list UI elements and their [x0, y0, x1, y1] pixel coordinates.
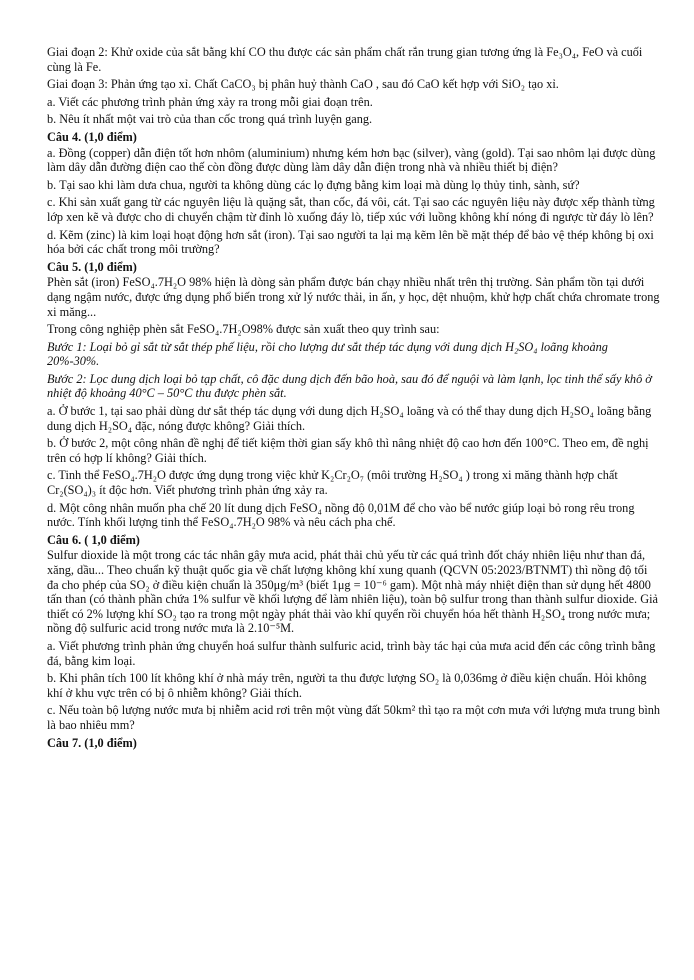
question-4c: c. Khi sản xuất gang từ các nguyên liệu là quặng sắt, than cốc, đá vôi, cát. Tại sao các nguyên liệu này được xếp thành từng lớp xen kẽ và được cho di chuyển chậm từ đỉnh lò xuống đáy lò, tiếp xúc với luồng không khí nóng đi ngược từ đáy lò lên?: [47, 195, 655, 224]
question-5d: d. Một công nhân muốn pha chế 20 lít dung dịch FeSO₄ nồng độ 0,01M để cho vào bể nước giúp loại bỏ rong rêu trong nước. Tính khối lượng tinh thể FeSO₄.7H₂O 98% và nêu cách pha chế.: [47, 500, 635, 530]
stage-2-paragraph: Giai đoạn 2: Khử oxide của sắt bằng khí CO thu được các sản phẩm chất rắn trung gian tương ứng là Fe₃O₄, FeO và cuối cùng là Fe.: [47, 45, 643, 74]
question-5c: c. Tinh thể FeSO₄.7H₂O được ứng dụng trong việc khử K₂Cr₂O₇ (môi trường H₂SO₄ ) trong xi măng thành hợp chất Cr₂(SO₄)₃ ít độc hơn. Viết phương trình phản ứng xảy ra.: [47, 468, 618, 498]
question-4d: d. Kẽm (zinc) là kim loại hoạt động hơn sắt (iron). Tại sao người ta lại mạ kẽm lên bề mặt thép để bảo vệ thép không bị oxi hóa bởi các chất trong môi trường?: [47, 227, 654, 257]
question-5-process: Trong công nghiệp phèn sắt FeSO₄.7H₂O98% được sản xuất theo quy trình sau:: [47, 322, 440, 337]
question-3b: b. Nêu ít nhất một vai trò của than cốc trong quá trình luyện gang.: [47, 112, 373, 127]
process-step-2: Bước 2: Lọc dung dịch loại bỏ tạp chất, cô đặc dung dịch đến bão hoà, sau đó để nguội và làm lạnh, lọc tinh thể sấy khô ở nhiệt độ khoảng 40°C – 50°C thu được phèn sắt.: [47, 371, 652, 401]
question-4b: b. Tại sao khi làm dưa chua, người ta không dùng các lọ đựng bằng kim loại mà dùng lọ thủy tinh, sành, sứ?: [47, 177, 580, 192]
question-6a: a. Viết phương trình phản ứng chuyển hoá sulfur thành sulfuric acid, trình bày tác hại của mưa acid đến các công trình bằng đá, bằng kim loại.: [47, 638, 656, 668]
stage-3-paragraph: Giai đoạn 3: Phản ứng tạo xỉ. Chất CaCO₃ bị phân huỷ thành CaO , sau đó CaO kết hợp với SiO₂ tạo xỉ.: [47, 77, 559, 92]
question-4-heading: Câu 4. (1,0 điểm): [47, 129, 137, 144]
document-page: [47, 45, 662, 751]
process-step-1: Bước 1: Loại bỏ gỉ sắt từ sắt thép phế liệu, rồi cho lượng dư sắt thép tác dụng với dung dịch H₂SO₄ loãng khoảng 20%-30%.: [47, 339, 608, 369]
question-6-heading: Câu 6. ( 1,0 điểm): [47, 532, 140, 547]
question-6c: c. Nếu toàn bộ lượng nước mưa bị nhiễm acid rơi trên một vùng đất 50km² thì tạo ra một cơn mưa với lượng mưa trung bình là bao nhiêu mm?: [47, 703, 661, 732]
question-7-heading: Câu 7. (1,0 điểm): [47, 735, 137, 750]
question-3a: a. Viết các phương trình phản ứng xảy ra trong mỗi giai đoạn trên.: [47, 94, 373, 109]
question-5-intro: Phèn sắt (iron) FeSO₄.7H₂O 98% hiện là dòng sản phẩm được bán chạy nhiều nhất trên thị trường. Sản phẩm tồn tại dưới dạng ngậm nước, được ứng dụng phổ biến trong xử lý nước thải, in ấn, y học, dệt nhuộm, khử hợp chất chứa chromate trong xi măng...: [47, 275, 660, 319]
question-5a: a. Ở bước 1, tại sao phải dùng dư sắt thép tác dụng với dung dịch H₂SO₄ loãng và có thể thay dung dịch H₂SO₄ loãng bằng dung dịch H₂SO₄ đặc, nóng được không? Giải thích.: [47, 404, 652, 433]
question-5b: b. Ở bước 2, một công nhân đề nghị để tiết kiệm thời gian sấy khô thì nâng nhiệt độ cao hơn đến 100°C. Theo em, đề nghị trên có hợp lí không? Giải thích.: [47, 436, 649, 465]
question-5-heading: Câu 5. (1,0 điểm): [47, 259, 137, 274]
question-6b: b. Khi phân tích 100 lít không khí ở nhà máy trên, người ta thu được lượng SO₂ là 0,036mg ở điều kiện chuẩn. Hỏi không khí ở khu vực trên có bị ô nhiễm không? Giải thích.: [47, 671, 647, 700]
question-4a: a. Đồng (copper) dẫn điện tốt hơn nhôm (aluminium) nhưng kém hơn bạc (silver), vàng (gold). Tại sao nhôm lại được dùng làm dây dẫn đường điện cao thế còn đồng được dùng làm dây dẫn điện trong nhà và nhiều thiết bị điện?: [47, 145, 656, 175]
question-6-intro: Sulfur dioxide là một trong các tác nhân gây mưa acid, phát thải chủ yếu từ các quá trình đốt cháy nhiên liệu như than đá, xăng, dầu... Theo chuẩn kỹ thuật quốc gia về chất lượng không khí xung quanh (QCVN 05:2023/BTNMT) thì nồng độ tối đa cho phép của SO₂ ở điều kiện chuẩn là 350μg/m³ (biết 1μg = 10⁻⁶ gam). Một nhà máy nhiệt điện than sử dụng hết 4800 tấn than (có thành phần chứa 1% sulfur về khối lượng để làm nhiên liệu), toàn bộ sulfur trong than thành sulfur dioxide. Giả thiết có 2% lượng khí SO₂ tạo ra trong một ngày phát thải vào khí quyển rồi chuyển hóa hết thành H₂SO₄ trong nước mưa; nồng độ sulfuric acid trong nước mưa là 2.10⁻⁵M.: [47, 548, 658, 636]
